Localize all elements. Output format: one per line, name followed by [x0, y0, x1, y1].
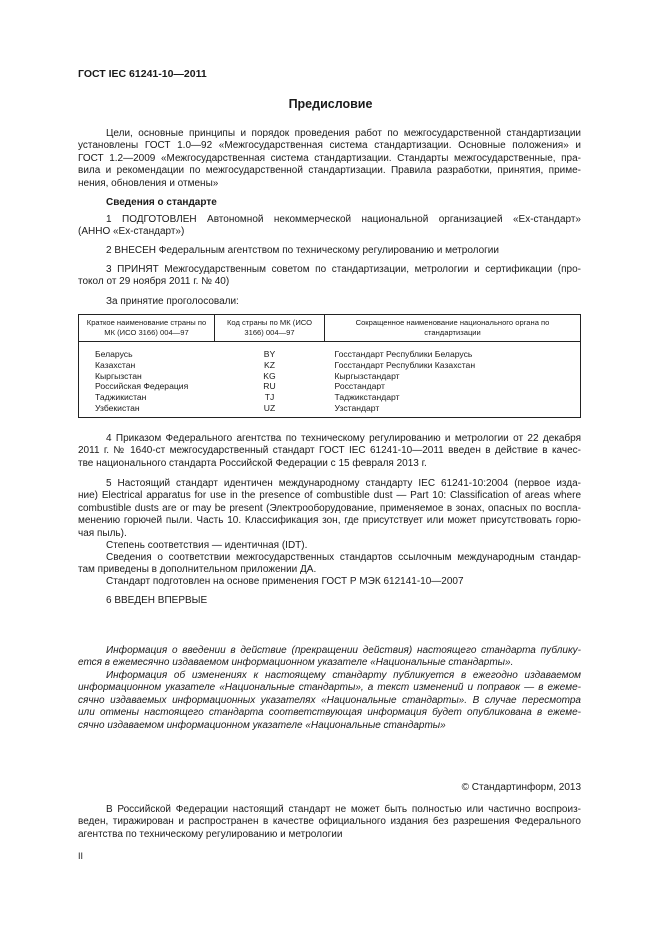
standards-body-cell: Кыргызстандарт — [334, 370, 400, 381]
item-5-paragraph — [78, 478, 581, 540]
text-line: информационном указателе «Национальные стандарты», а текст изменений и поправок — в ежеме- — [78, 682, 581, 694]
info-changes-paragraph — [78, 670, 581, 732]
text-line: сячно издаваемом информационном указателе «Национальные стандарты» — [78, 719, 446, 731]
text-line: менению горючей пыли. Часть 10. Классификация зон, где присутствует или может присутствовать горю- — [78, 515, 581, 527]
standards-body-cell: Узстандарт — [334, 402, 380, 413]
country-code-cell: UZ — [263, 402, 276, 413]
table-header-row — [79, 315, 581, 342]
text-line: Сведения о соответствии межгосударственных стандартов ссылочным международным стандар- — [106, 552, 581, 563]
text-line: Степень соответствия — идентичная (IDT). — [106, 540, 308, 551]
text-line: агентства по техническому регулированию и метрологии — [78, 828, 343, 840]
text-line: вила и рекомендации по межгосударственной стандартизации. Правила разработки, принятия, приме- — [78, 165, 581, 177]
country-code-cell: TJ — [264, 392, 275, 403]
text-line: установлены ГОСТ 1.0—92 «Межгосударственная система стандартизации. Основные положения» и — [78, 140, 581, 152]
text-line: ГОСТ 1.2—2009 «Межгосударственная система стандартизации. Стандарты межгосударственные, пра- — [78, 152, 581, 164]
references-paragraph — [78, 552, 581, 577]
item-2-paragraph — [78, 245, 581, 257]
text-line: чая пыль). — [78, 527, 127, 539]
text-line: Информация об изменениях к настоящему стандарту публикуется в ежегодно издаваемом — [106, 670, 581, 681]
page-title: Предисловие — [288, 97, 373, 111]
country-name-cell: Казахстан — [95, 359, 136, 370]
text-line: combustible dusts are or may be present (Электрооборудование, применяемое в зонах, опасных по воспла- — [78, 502, 581, 514]
country-name-cell: Таджикистан — [95, 392, 147, 403]
text-line: ется в ежемесячно издаваемом информационном указателе «Национальные стандарты». — [78, 657, 514, 669]
item-6-paragraph — [78, 595, 581, 607]
table-row — [79, 360, 581, 371]
text-line: тве национального стандарта Российской Федерации с 15 февраля 2013 г. — [78, 457, 427, 469]
header-standards-body: Сокращенное наименование национального органа по стандартизации — [325, 315, 581, 342]
page-number: II — [78, 851, 84, 861]
text-line: 2 ВНЕСЕН Федеральным агентством по техническому регулированию и метрологии — [106, 245, 499, 256]
text-line: нения, обновления и отмены» — [78, 177, 219, 189]
text-line: 2011 г. № 1640-ст межгосударственный стандарт ГОСТ IEC 61241-10—2011 введен в действие в качес- — [78, 445, 581, 457]
standard-code-header: ГОСТ IEC 61241-10—2011 — [78, 68, 207, 80]
text-line: 6 ВВЕДЕН ВПЕРВЫЕ — [106, 595, 208, 606]
standards-body-cell: Росстандарт — [334, 381, 385, 392]
item-3-paragraph — [78, 264, 581, 289]
text-line: Цели, основные принципы и порядок проведения работ по межгосударственной стандартизации — [106, 128, 581, 139]
text-line: 1 ПОДГОТОВЛЕН Автономной некоммерческой национальной организацией «Ех-стандарт» — [106, 214, 581, 225]
country-name-cell: Узбекистан — [95, 402, 140, 413]
standards-body-cell: Госстандарт Республики Казахстан — [334, 359, 476, 370]
text-line: Стандарт подготовлен на основе применения ГОСТ Р МЭК 612141-10—2007 — [106, 576, 464, 587]
conformity-degree — [78, 540, 581, 552]
table-row — [79, 392, 581, 403]
table-row — [79, 381, 581, 392]
header-country-code: Код страны по МК (ИСО 3166) 004—97 — [215, 315, 325, 342]
table-row — [79, 371, 581, 382]
text-line: токол от 29 ноября 2011 г. № 40) — [78, 276, 230, 288]
text-line: (АННО «Ех-стандарт») — [78, 226, 185, 238]
text-line: или отмены настоящего стандарта соответствующая информация будет опубликована в ежеме- — [78, 707, 581, 719]
text-line: веден, тиражирован и распространен в качестве официального издания без разрешения Федерального — [78, 816, 581, 828]
table-row — [79, 342, 581, 360]
text-line: там приведены в дополнительном приложении ДА. — [78, 564, 317, 576]
text-line: Информация о введении в действие (прекращении действия) настоящего стандарта публику- — [106, 645, 581, 656]
text-line: В Российской Федерации настоящий стандарт не может быть полностью или частично воспроиз- — [106, 804, 581, 815]
item-4-paragraph — [78, 433, 581, 470]
country-name-cell: Кыргызстан — [95, 370, 142, 381]
country-name-cell: Беларусь — [95, 349, 133, 359]
heading-text: Сведения о стандарте — [106, 197, 217, 208]
text-line: ние) Electrical apparatus for use in the presence of combustible dust — Part 10: Classification of areas where — [78, 490, 581, 502]
text-line: 4 Приказом Федерального агентства по техническому регулированию и метрологии от 22 декабря — [106, 433, 581, 444]
country-name-cell: Российская Федерация — [95, 381, 189, 392]
intro-paragraph — [78, 128, 581, 190]
country-code-cell: RU — [263, 381, 276, 392]
basis-paragraph — [78, 576, 581, 588]
section-heading — [78, 197, 581, 209]
standards-body-cell: Таджикстандарт — [334, 392, 400, 403]
copyright-notice: © Стандартинформ, 2013 — [461, 782, 581, 793]
legal-notice-paragraph — [78, 804, 581, 841]
item-1-paragraph — [78, 214, 581, 239]
voting-countries-table — [78, 314, 581, 418]
table-row — [79, 403, 581, 417]
vote-label — [78, 296, 581, 308]
text-line: 3 ПРИНЯТ Межгосударственным советом по стандартизации, метрологии и сертификации (про- — [106, 264, 581, 275]
text-line: сячно издаваемых информационных указателях «Национальные стандарты». В случае пересмотра — [78, 694, 581, 706]
standards-body-cell: Госстандарт Республики Беларусь — [334, 349, 473, 359]
info-effective-paragraph — [78, 645, 581, 670]
text-line: За принятие проголосовали: — [106, 296, 239, 307]
country-code-cell: BY — [263, 349, 276, 359]
country-code-cell: KZ — [264, 359, 275, 370]
country-code-cell: KG — [263, 370, 276, 381]
text-line: 5 Настоящий стандарт идентичен международному стандарту IEC 61241-10:2004 (первое изда- — [106, 478, 581, 489]
header-country-name: Краткое наименование страны по МК (ИСО 3166) 004—97 — [79, 315, 215, 342]
